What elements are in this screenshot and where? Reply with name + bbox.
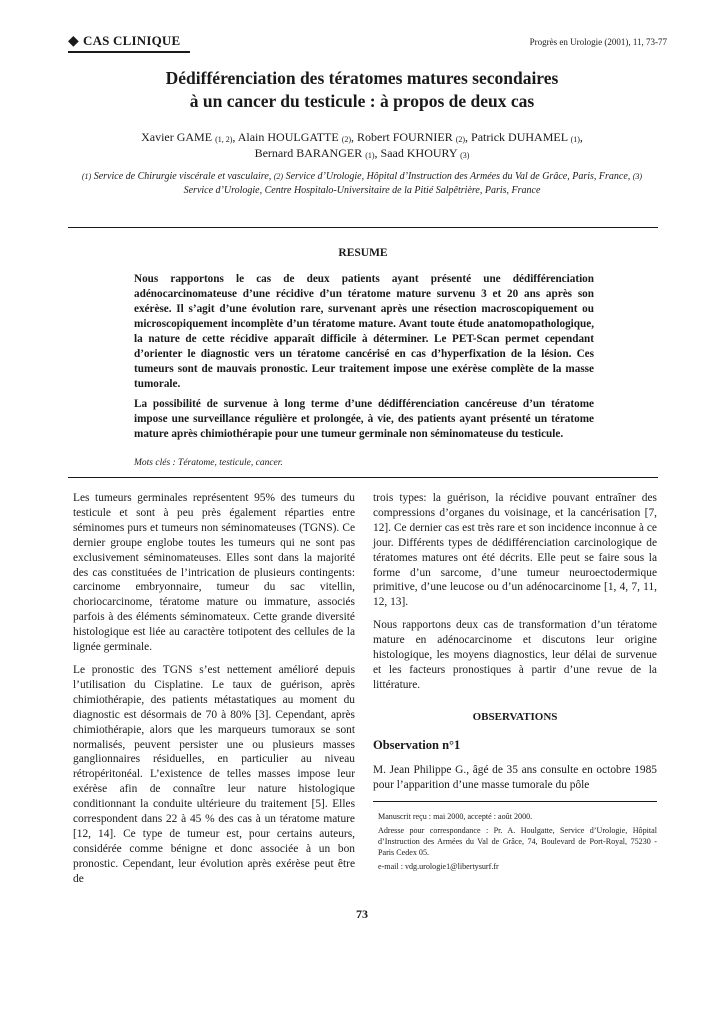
body-paragraph: Nous rapportons deux cas de transformation d’un tératome mature en adénocarcinome et discutons leur origine histologique, les moyens diagnostics, leur délai de survenue et les facteurs pronostiques à partir d’une revue de la littérature. [373, 619, 657, 691]
body-column-right [373, 491, 657, 701]
abstract-heading: RESUME [338, 247, 388, 259]
affiliation-text: Service d’Urologie, Centre Hospitalo-Universitaire de la Pitié Salpêtrière, Paris, France [183, 185, 541, 196]
footnote-email: e-mail : vdg.urologie1@libertysurf.fr [378, 862, 499, 871]
keywords: Mots clés : Tératome, testicule, cancer. [134, 458, 283, 468]
divider-abstract [68, 477, 658, 478]
author-affiliation: (1, 2) [215, 135, 233, 144]
body-column-left [73, 491, 355, 895]
footnote-address: Adresse pour correspondance : Pr. A. Houlgatte, Service d’Urologie, Hôpital d’Instruction des Armées du Val de Grâce, 74, Boulevard de Port-Royal, 75230 - Paris Cedex 05. [378, 826, 657, 857]
author-line-2: Bernard BARANGER $_{(1)}$, Saad KHOURY $_{(3)}$ [254, 146, 470, 160]
section-tag-underline [68, 51, 190, 53]
author-name: Alain HOULGATTE [237, 130, 339, 144]
body-paragraph: Le pronostic des TGNS s’est nettement amélioré depuis l’utilisation du Cisplatine. Le taux de guérison, après chimiothérapie, des patients métastatiques au moment du diagnostic est désormais de 70 à 80% [3]. Cependant, après chimiothérapie, alors que les marqueurs tumoraux se sont normalisés, peuvent persister une ou plusieurs masses ganglionnaires résiduelles, en particulier au niveau rétropéritonéal. L’existence de telles masses impose leur exérèse afin de connaître leur nature histologique conditionnant la conduite ultérieure du traitement [5]. Elles correspondent dans 22 à 45 % des cas à un tératome mature [12, 14]. Ce type de tumeur est, pour certains auteurs, considérée comme bénigne et donc associée à un bon pronostic. Cependant, leur évolution après exérèse peut être de [73, 663, 355, 885]
title-line-2: à un cancer du testicule : à propos de deux cas [189, 91, 535, 111]
section-tag-initial: C [82, 33, 93, 48]
affiliation-number: (3) [632, 172, 643, 181]
page-number: 73 [356, 907, 368, 921]
author-affiliation: (1) [570, 135, 580, 144]
observation-1-text: M. Jean Philippe G., âgé de 35 ans consulte en octobre 1985 pour l’apparition d’une masse tumorale du pôle [373, 764, 657, 791]
author-line-1: Xavier GAME $_{(1, 2)}$, Alain HOULGATTE $_{(2)}$, Robert FOURNIER $_{(2)}$, Patrick DUHAMEL $_{(1)}$, [141, 130, 583, 144]
abstract-paragraph-1: Nous rapportons le cas de deux patients ayant présenté une dédifférenciation adénocarcinomateuse d’une récidive d’un tératome mature survenu 3 et 20 ans après son exérèse. Il s’agit d’une évolution rare, survenant après une résection macroscopiquement ou microscopiquement incomplète d’un tératome mature. Avant toute étude anatomopathologique, la nature de cette récidive apparaît difficile à déterminer. Le PET-Scan permet cependant d’orienter le diagnostic vers un tératome cancérisé en cas d’hyperfixation de la lésion. Ces tumeurs sont de mauvais pronostic. Leur traitement impose une exérèse complète de la masse tumorale. [134, 273, 594, 390]
section-tag [68, 33, 190, 50]
affiliation-text: Service d’Urologie, Hôpital d’Instruction des Armées du Val de Grâce, Paris, France, [285, 171, 633, 182]
footnote [378, 811, 657, 875]
affiliation-text: Service de Chirurgie viscérale et vasculaire, [93, 171, 274, 182]
author-name: Patrick DUHAMEL [471, 130, 568, 144]
body-paragraph: trois types: la guérison, la récidive pouvant entraîner des compressions d’organes du voisinage, et la cancérisation [7, 12]. Ce dernier cas est très rare et son incidence inconnue à ce jour. Différents types de dédifférenciation carcinologique de tératomes matures ont été décrits. Elle peut se faire sous la forme d’un sarcome, d’une tumeur neuroectodermique primitive, d’une leucose ou d’un adénocarcinome [1, 4, 7, 11, 12, 13]. [373, 492, 657, 609]
author-affiliation: (3) [460, 151, 470, 160]
author-affiliation: (1) [365, 151, 375, 160]
section-tag-label: AS CLINIQUE [92, 33, 181, 48]
footnote-received: Manuscrit reçu : mai 2000, accepté : août 2000. [378, 812, 533, 821]
author-name: Saad KHOURY [380, 146, 458, 160]
author-name: Xavier GAME [141, 130, 213, 144]
abstract-paragraph-2: La possibilité de survenue à long terme d’une dédifférenciation cancéreuse d’un tératome impose une surveillance régulière et prolongée, à vie, des patients ayant présenté un tératome mature après chimiothérapie pour une tumeur germinale non séminomateuse du testicule. [134, 398, 594, 440]
journal-reference: Progrès en Urologie (2001), 11, 73-77 [529, 37, 667, 47]
observations-heading: OBSERVATIONS [472, 711, 558, 723]
abstract-body [134, 272, 594, 447]
author-name: Bernard BARANGER [254, 146, 363, 160]
author-name: Robert FOURNIER [357, 130, 453, 144]
divider-top [68, 227, 658, 228]
author-affiliation: (2) [341, 135, 352, 144]
observation-1-heading: Observation n°1 [373, 738, 461, 752]
affiliation-number: (2) [273, 172, 284, 181]
affiliation-number: (1) [81, 172, 92, 181]
body-paragraph: Les tumeurs germinales représentent 95% des tumeurs du testicule et sont à peu près également réparties entre séminomes purs et tumeurs non séminomateuses (TGNS). Ce dernier groupe englobe toutes les tumeurs qui ne sont pas exclusivement séminomateuses. Elles sont dans la majorité des cas constituées de l’intrication de plusieurs contingents: carcinome embryonnaire, tumeur du sac vitellin, choriocarcinome, tératome mature ou immature, associés parfois à des éléments séminomateux. Cette grande diversité histologique est liée au caractère totipotent des cellules de la lignée germinale. [73, 492, 355, 654]
diamond-icon: ◆ [68, 34, 79, 49]
footnote-divider [373, 801, 657, 802]
affiliations [80, 170, 644, 198]
title-line-1: Dédifférenciation des tératomes matures secondaires [165, 68, 559, 88]
author-affiliation: (2) [455, 135, 466, 144]
article-title [80, 67, 644, 113]
author-list [80, 130, 644, 162]
